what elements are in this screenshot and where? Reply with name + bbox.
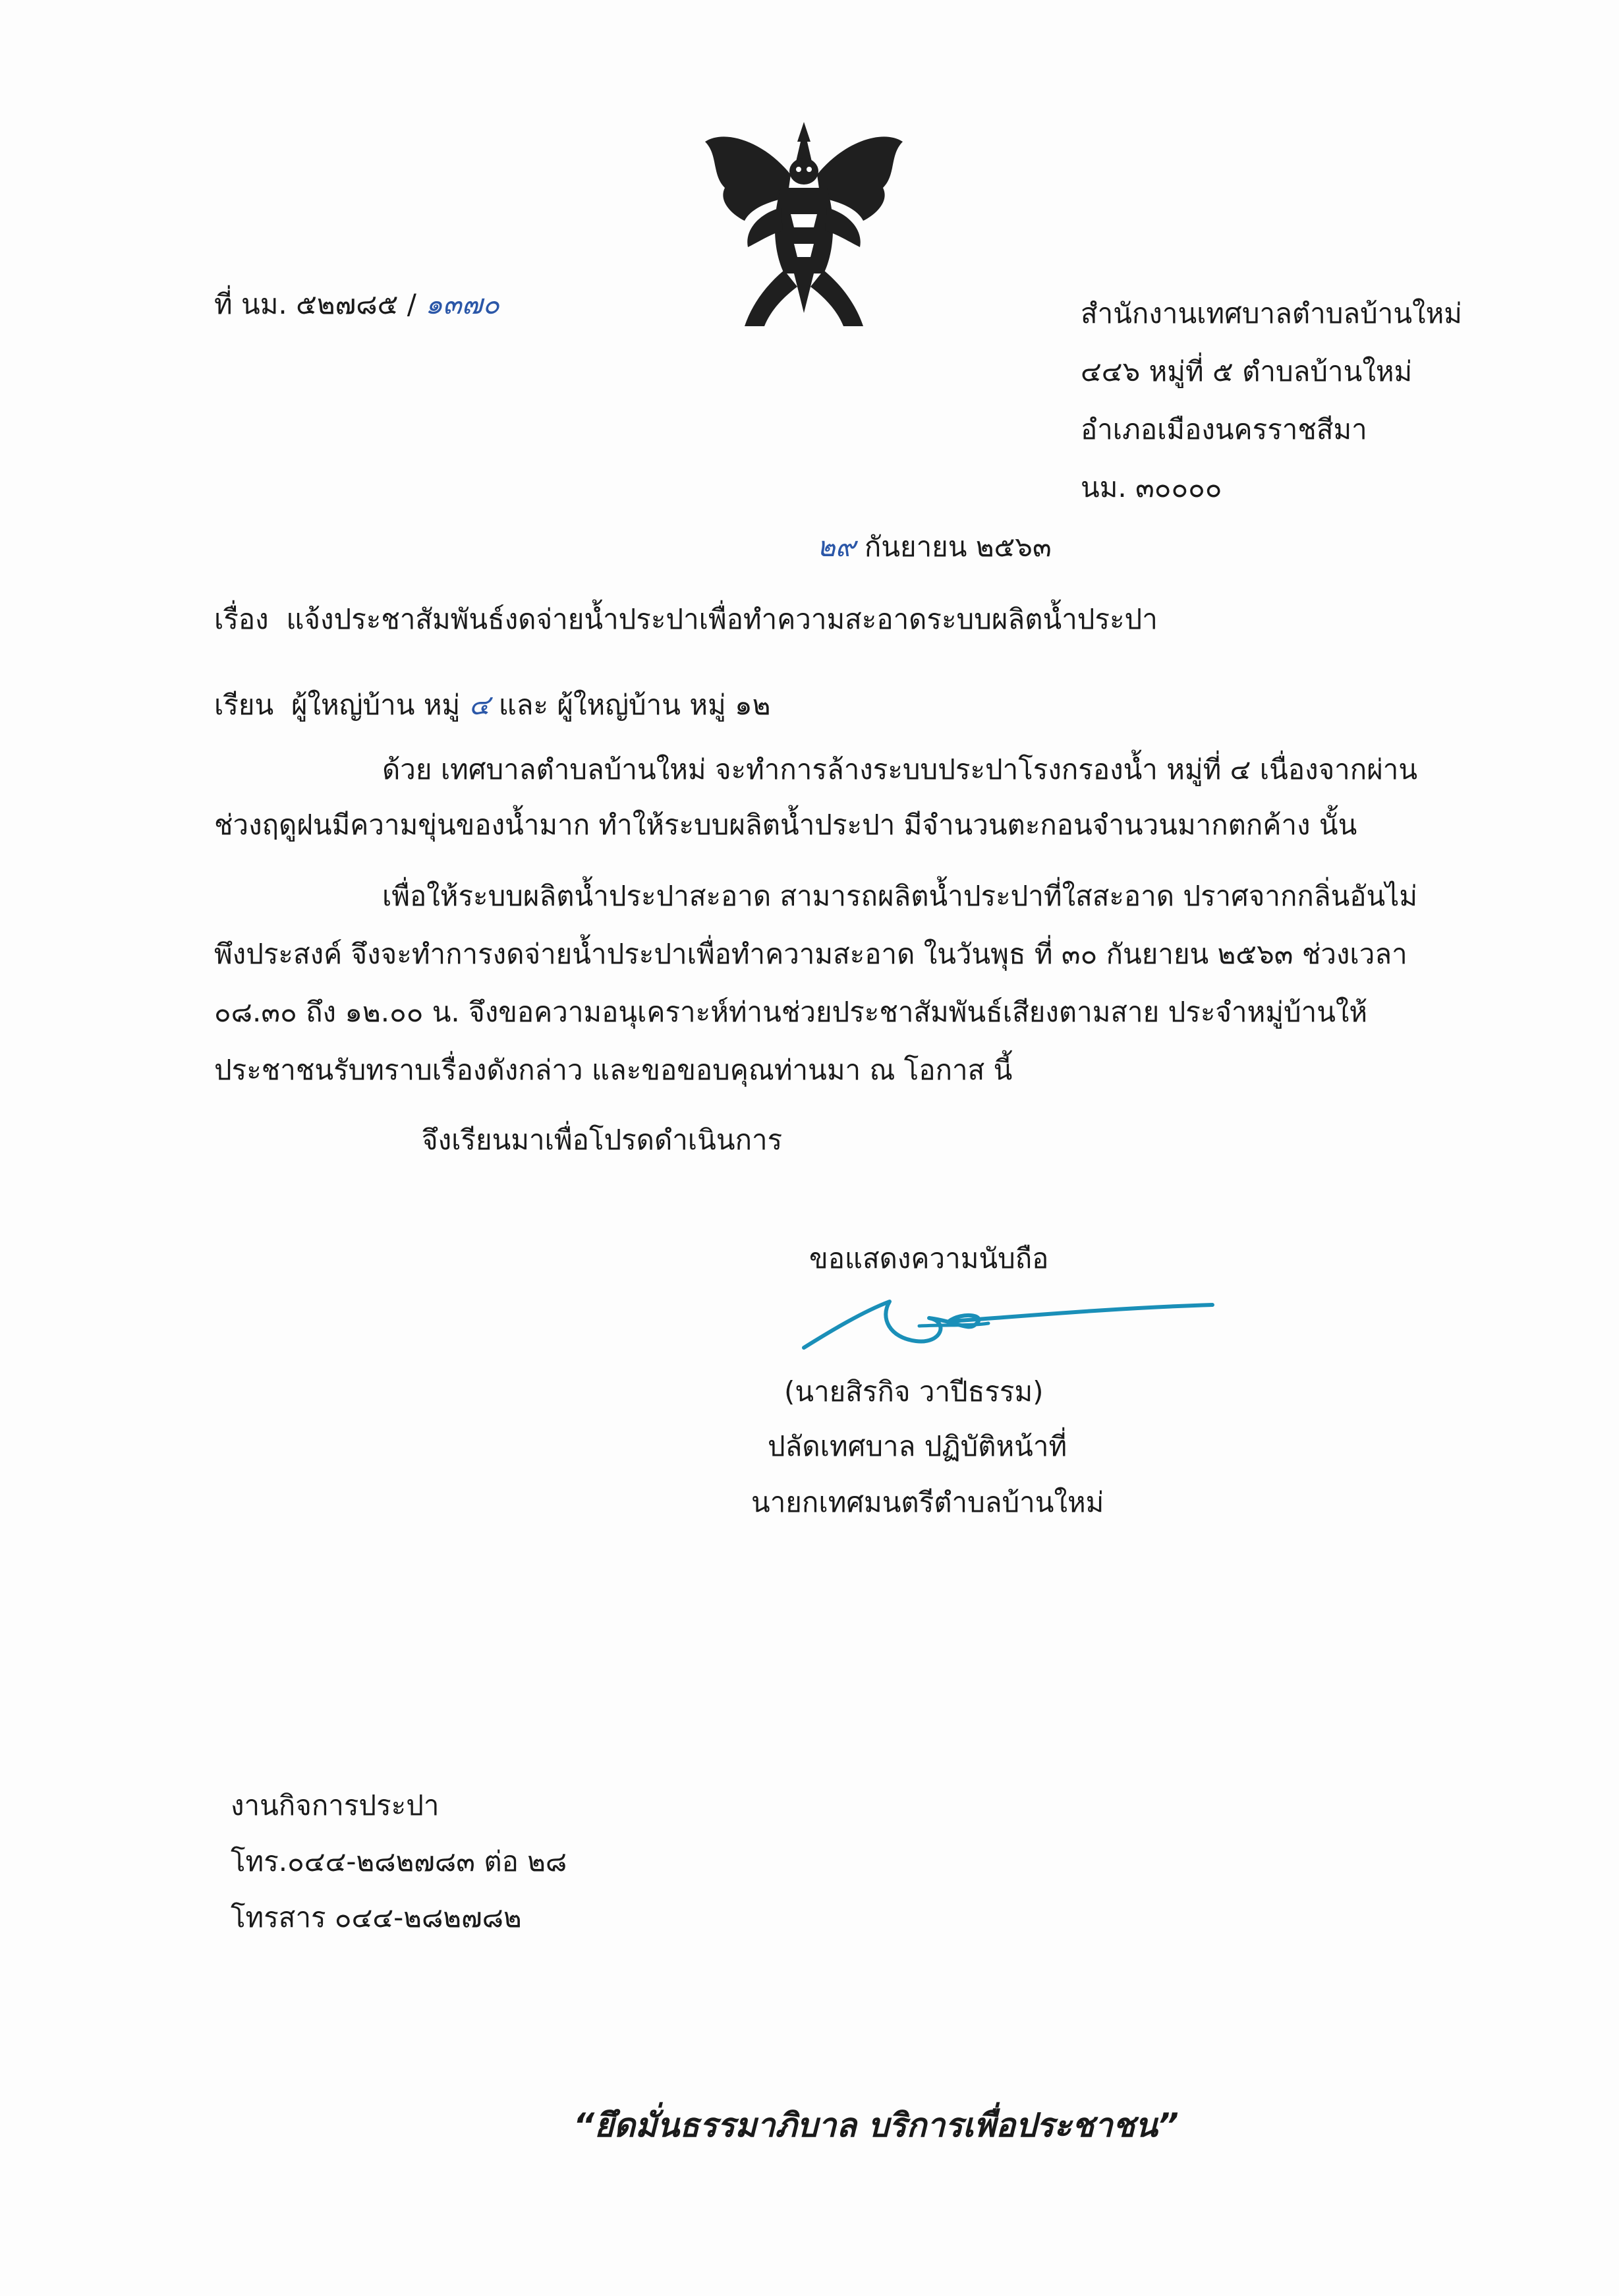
handwritten-signature-icon [791, 1285, 1219, 1364]
signatory-position: นายกเทศมนตรีตำบลบ้านใหม่ [751, 1486, 1104, 1518]
body-paragraph2-line: ๐๘.๓๐ ถึง ๑๒.๐๐ น. จึงขอความอนุเคราะห์ท่านช่วยประชาสัมพันธ์เสียงตามสาย ประจำหมู่บ้านให้ [214, 996, 1368, 1028]
subject-line [214, 600, 1158, 639]
date-day-handwritten: ๒๙ [817, 531, 856, 563]
recipient-line [214, 685, 770, 725]
recipient-label: เรียน [214, 689, 274, 721]
reference-handwritten-number: ๑๓๗๐ [425, 288, 499, 320]
garuda-emblem-icon [698, 115, 909, 339]
address-line: อำเภอเมืองนครราชสีมา [1081, 413, 1367, 445]
address-line: สำนักงานเทศบาลตำบลบ้านใหม่ [1081, 297, 1462, 330]
footer-fax: โทรสาร ๐๔๔-๒๘๒๗๘๒ [231, 1901, 522, 1934]
subject-text: แจ้งประชาสัมพันธ์งดจ่ายน้ำประปาเพื่อทำความสะอาดระบบผลิตน้ำประปา [286, 603, 1158, 635]
body-paragraph1-line: ด้วย เทศบาลตำบลบ้านใหม่ จะทำการล้างระบบประปาโรงกรองน้ำ หมู่ที่ ๔ เนื่องจากผ่าน [382, 753, 1418, 786]
body-paragraph2-line: ประชาชนรับทราบเรื่องดังกล่าว และขอขอบคุณท่านมา ณ โอกาส นี้ [214, 1054, 1013, 1086]
recipient-text-after: และ ผู้ใหญ่บ้าน หมู่ ๑๒ [498, 689, 771, 721]
respect-salutation: ขอแสดงความนับถือ [809, 1242, 1049, 1275]
subject-label: เรื่อง [214, 603, 269, 635]
recipient-handwritten-number: ๔ [469, 689, 490, 721]
body-paragraph2-line: เพื่อให้ระบบผลิตน้ำประปาสะอาด สามารถผลิตน้ำประปาที่ใสสะอาด ปราศจากกลิ่นอันไม่ [382, 880, 1418, 912]
body-paragraph1-line: ช่วงฤดูฝนมีความขุ่นของน้ำมาก ทำให้ระบบผลิตน้ำประปา มีจำนวนตะกอนจำนวนมากตกค้าง นั้น [214, 809, 1357, 841]
footer-department: งานกิจการประปา [231, 1789, 440, 1822]
body-paragraph2-line: พึงประสงค์ จึงจะทำการงดจ่ายน้ำประปาเพื่อทำความสะอาด ในวันพุธ ที่ ๓๐ กันยายน ๒๕๖๓ ช่วงเวลา [214, 938, 1407, 970]
footer-phone: โทร.๐๔๔-๒๘๒๗๘๓ ต่อ ๒๘ [231, 1845, 567, 1878]
sender-address [1081, 285, 1462, 517]
letter-date [817, 527, 1052, 567]
date-month-year: กันยายน ๒๕๖๓ [864, 531, 1052, 563]
reference-label: ที่ นม. ๕๒๗๘๕ / [214, 288, 416, 320]
closing-line: จึงเรียนมาเพื่อโปรดดำเนินการ [422, 1124, 783, 1156]
reference-number [214, 285, 499, 324]
signatory-name: (นายสิรกิจ วาปีธรรม) [784, 1375, 1044, 1408]
recipient-text-before: ผู้ใหญ่บ้าน หมู่ [291, 689, 461, 721]
signatory-position: ปลัดเทศบาล ปฏิบัติหน้าที่ [768, 1430, 1067, 1462]
address-line: นม. ๓๐๐๐๐ [1081, 471, 1222, 503]
footer-motto: “ยึดมั่นธรรมาภิบาล บริการเพื่อประชาชน” [573, 2106, 1179, 2144]
address-line: ๔๔๖ หมู่ที่ ๕ ตำบลบ้านใหม่ [1081, 355, 1413, 387]
